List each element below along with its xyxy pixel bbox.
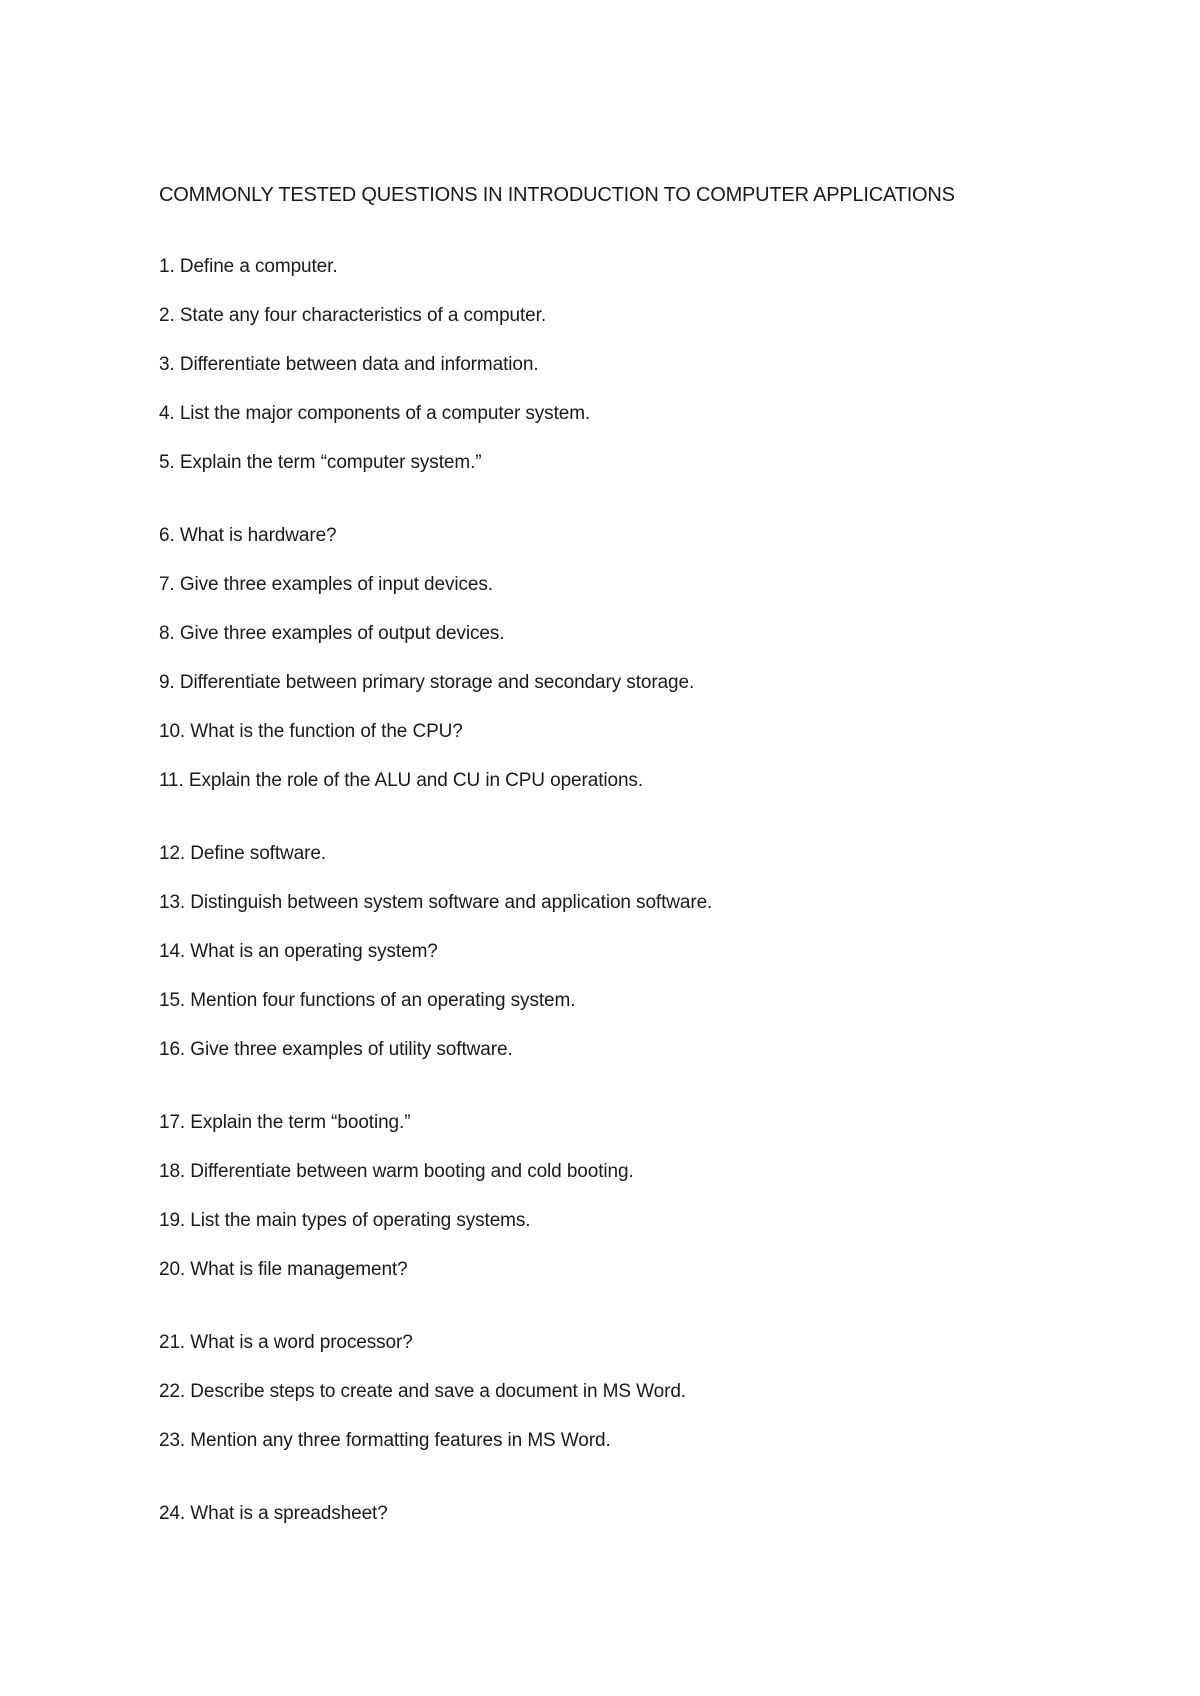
question-item: 17. Explain the term “booting.” [159, 1112, 411, 1133]
question-item: 10. What is the function of the CPU? [159, 721, 463, 742]
question-item: 14. What is an operating system? [159, 941, 438, 962]
question-item: 7. Give three examples of input devices. [159, 574, 493, 595]
question-item: 22. Describe steps to create and save a document in MS Word. [159, 1381, 686, 1402]
question-item: 12. Define software. [159, 843, 326, 864]
question-item: 1. Define a computer. [159, 256, 338, 277]
question-item: 15. Mention four functions of an operating system. [159, 990, 576, 1011]
question-item: 8. Give three examples of output devices. [159, 623, 505, 644]
question-item: 5. Explain the term “computer system.” [159, 452, 482, 473]
document-title: COMMONLY TESTED QUESTIONS IN INTRODUCTION TO COMPUTER APPLICATIONS [159, 184, 955, 206]
question-item: 9. Differentiate between primary storage and secondary storage. [159, 672, 695, 693]
question-item: 11. Explain the role of the ALU and CU in CPU operations. [159, 770, 644, 791]
question-item: 2. State any four characteristics of a computer. [159, 305, 547, 326]
question-item: 6. What is hardware? [159, 525, 337, 546]
question-item: 21. What is a word processor? [159, 1332, 413, 1353]
question-item: 13. Distinguish between system software and application software. [159, 892, 713, 913]
question-item: 3. Differentiate between data and information. [159, 354, 539, 375]
question-item: 24. What is a spreadsheet? [159, 1503, 388, 1524]
question-item: 16. Give three examples of utility software. [159, 1039, 513, 1060]
question-item: 20. What is file management? [159, 1259, 408, 1280]
question-item: 23. Mention any three formatting features in MS Word. [159, 1430, 611, 1451]
question-item: 4. List the major components of a computer system. [159, 403, 591, 424]
question-item: 19. List the main types of operating systems. [159, 1210, 531, 1231]
question-item: 18. Differentiate between warm booting and cold booting. [159, 1161, 634, 1182]
